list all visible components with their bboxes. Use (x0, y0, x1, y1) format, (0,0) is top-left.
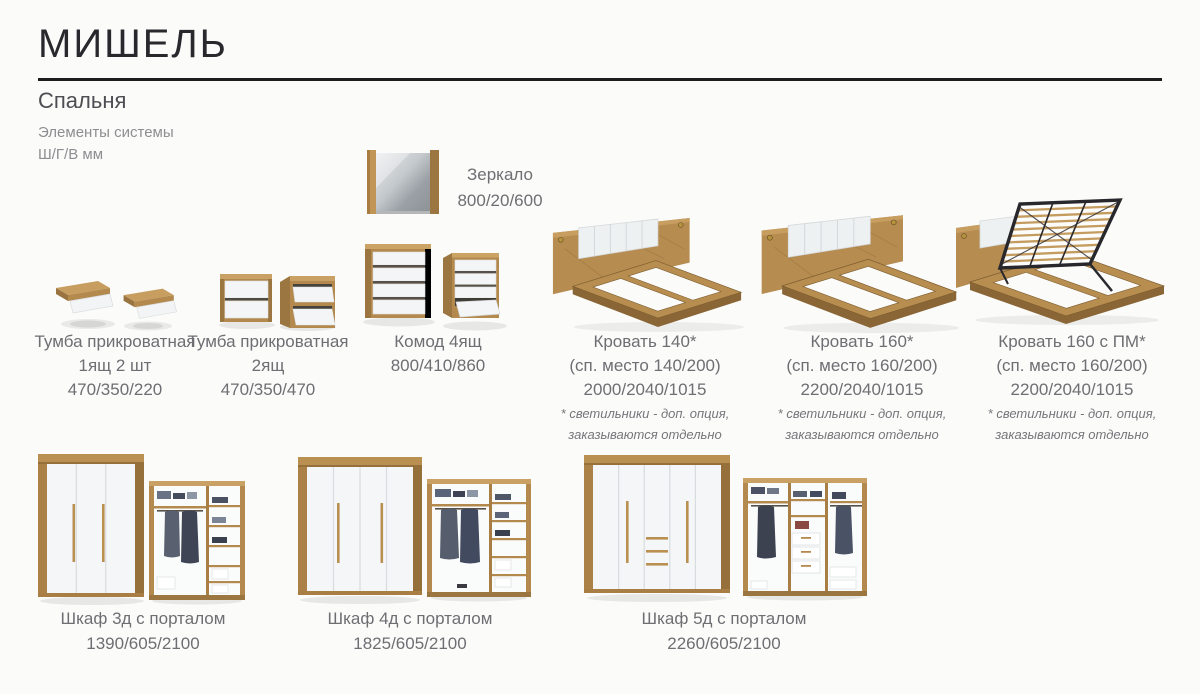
item-title: Зеркало (466, 165, 533, 184)
chest-caption (333, 330, 543, 378)
item-footnote: * светильники - доп. опция, (777, 406, 947, 421)
item-sleep-size: (сп. место 160/200) (786, 356, 938, 375)
page-subtitle: Спальня (38, 88, 127, 113)
item-variant: 2ящ (251, 356, 285, 375)
wardrobe-5door-closed-illustration (582, 453, 732, 603)
item-dimensions: 2000/2040/1015 (583, 380, 707, 399)
item-dimensions: 1825/605/2100 (353, 634, 467, 653)
item-dimensions: 470/350/470 (220, 380, 316, 399)
item-sleep-size: (сп. место 160/200) (996, 356, 1148, 375)
item-dimensions: 2200/2040/1015 (800, 380, 924, 399)
mirror-illustration (366, 148, 440, 218)
item-title: Шкаф 4д с порталом (327, 609, 493, 628)
item-sleep-size: (сп. место 140/200) (569, 356, 721, 375)
item-title: Шкаф 5д с порталом (641, 609, 807, 628)
bed-160-lift-caption (967, 330, 1177, 444)
item-title: Тумба прикроватная (34, 332, 196, 351)
item-footnote: заказываются отдельно (995, 427, 1149, 442)
item-dimensions: 800/410/860 (390, 356, 486, 375)
wardrobe-5door-caption (619, 606, 829, 656)
item-title: Шкаф 3д с порталом (60, 609, 226, 628)
item-footnote: * светильники - доп. опция, (560, 406, 730, 421)
bed-160-illustration (752, 206, 970, 334)
system-elements-note: Элементы системы (38, 124, 174, 141)
bed-160-caption (757, 330, 967, 444)
nightstand-2drawer-illustration (216, 266, 348, 332)
title-divider (38, 78, 1162, 81)
item-footnote: заказываются отдельно (785, 427, 939, 442)
dimensions-legend: Ш/Г/В мм (38, 146, 104, 163)
chest-4drawer-illustration (363, 238, 515, 332)
wardrobe-5door-open-illustration (743, 475, 868, 601)
bed-140-illustration (545, 208, 753, 334)
item-title: Кровать 160 с ПМ* (998, 332, 1146, 351)
wardrobe-3door-open-illustration (149, 477, 246, 605)
item-footnote: заказываются отдельно (568, 427, 722, 442)
item-dimensions: 800/20/600 (457, 191, 543, 210)
mirror-caption (445, 162, 555, 214)
wardrobe-3door-caption (38, 606, 248, 656)
item-title: Комод 4ящ (394, 332, 482, 351)
bed-140-caption (540, 330, 750, 444)
item-dimensions: 470/350/220 (67, 380, 163, 399)
item-title: Кровать 140* (593, 332, 697, 351)
wardrobe-3door-closed-illustration (36, 452, 148, 607)
page-title: МИШЕЛЬ (38, 22, 228, 66)
item-title: Кровать 160* (810, 332, 914, 351)
item-dimensions: 2200/2040/1015 (1010, 380, 1134, 399)
item-footnote: * светильники - доп. опция, (987, 406, 1157, 421)
wardrobe-4door-closed-illustration (296, 455, 424, 605)
wardrobe-4door-caption (305, 606, 515, 656)
item-dimensions: 2260/605/2100 (667, 634, 781, 653)
nightstand-1drawer-illustration (50, 276, 182, 332)
bed-160-lift-illustration (954, 194, 1200, 334)
wardrobe-4door-open-illustration (427, 476, 532, 602)
item-title: Тумба прикроватная (187, 332, 349, 351)
item-dimensions: 1390/605/2100 (86, 634, 200, 653)
item-variant: 1ящ 2 шт (78, 356, 152, 375)
